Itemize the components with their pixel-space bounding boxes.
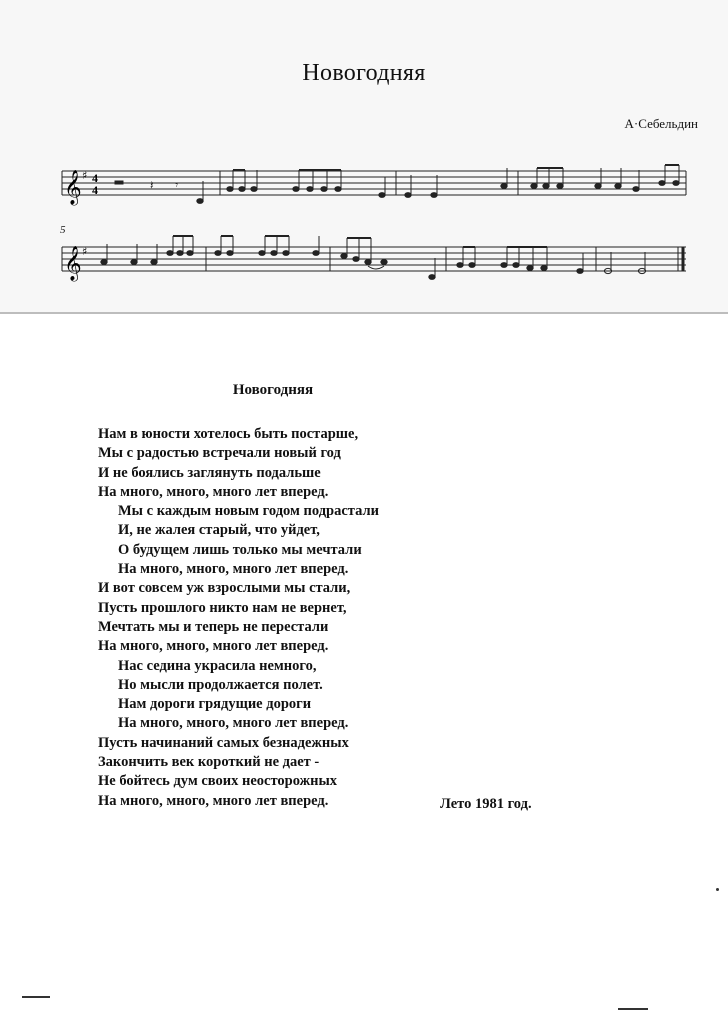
poem-line: Нам в юности хотелось быть постарше,	[98, 426, 359, 442]
poem-lines	[98, 425, 379, 811]
music-staff-2	[0, 230, 728, 294]
svg-text:𝄾: 𝄾	[175, 178, 179, 192]
svg-text:𝄽: 𝄽	[150, 178, 154, 192]
scan-mark	[716, 888, 719, 891]
poem-line: Не бойтесь дум своих неосторожных	[98, 773, 338, 790]
poem-line: Мечтать мы и теперь не перестали	[98, 618, 329, 635]
notes-system-2	[101, 236, 646, 279]
treble-clef-icon: 𝄞	[64, 170, 82, 205]
poem-line: Пусть прошлого никто нам не вернет,	[98, 599, 347, 616]
poem-date: Лето 1981 год.	[440, 796, 532, 812]
poem-line: О будущем лишь только мы мечтали	[118, 541, 362, 558]
poem-title: Новогодняя	[232, 382, 314, 398]
scan-mark	[22, 996, 50, 998]
sharp-icon: ♯	[82, 245, 88, 258]
poem-line: Мы с каждым новым годом подрастали	[118, 503, 379, 520]
svg-text:4: 4	[92, 171, 98, 185]
poem-line: На много, много, много лет вперед.	[118, 561, 349, 578]
poem-line: Нам дороги грядущие дороги	[118, 696, 312, 713]
poem-line: Нас седина украсила немного,	[118, 657, 317, 674]
composer-name: А·Себельдин	[624, 116, 698, 131]
poem-line: И вот совсем уж взрослыми мы стали,	[98, 580, 351, 597]
music-staff-1	[0, 155, 728, 215]
poem-line: Пусть начинаний самых безнадежных	[98, 734, 349, 751]
svg-text:4: 4	[92, 183, 98, 197]
poem-line: На много, много, много лет вперед.	[98, 638, 329, 655]
scan-mark	[618, 1008, 648, 1010]
page-seam	[0, 312, 728, 314]
poem-line: На много, много, много лет вперед.	[118, 715, 349, 732]
poem-line: Но мысли продолжается полет.	[118, 676, 323, 693]
treble-clef-icon: 𝄞	[64, 246, 82, 281]
poem-line: И не боялись заглянуть подальше	[98, 464, 321, 481]
poem-line: Закончить век короткий не дает -	[98, 754, 320, 771]
poem-line: На много, много, много лет вперед.	[98, 483, 329, 500]
poem-line: Мы с радостью встречали новый год	[98, 445, 341, 462]
poem-line: На много, много, много лет вперед.	[98, 792, 329, 809]
sharp-icon: ♯	[82, 169, 88, 182]
score-title: Новогодняя	[302, 60, 426, 86]
measure-number: 5	[60, 224, 66, 236]
poem-line: И, не жалея старый, что уйдет,	[118, 522, 320, 539]
